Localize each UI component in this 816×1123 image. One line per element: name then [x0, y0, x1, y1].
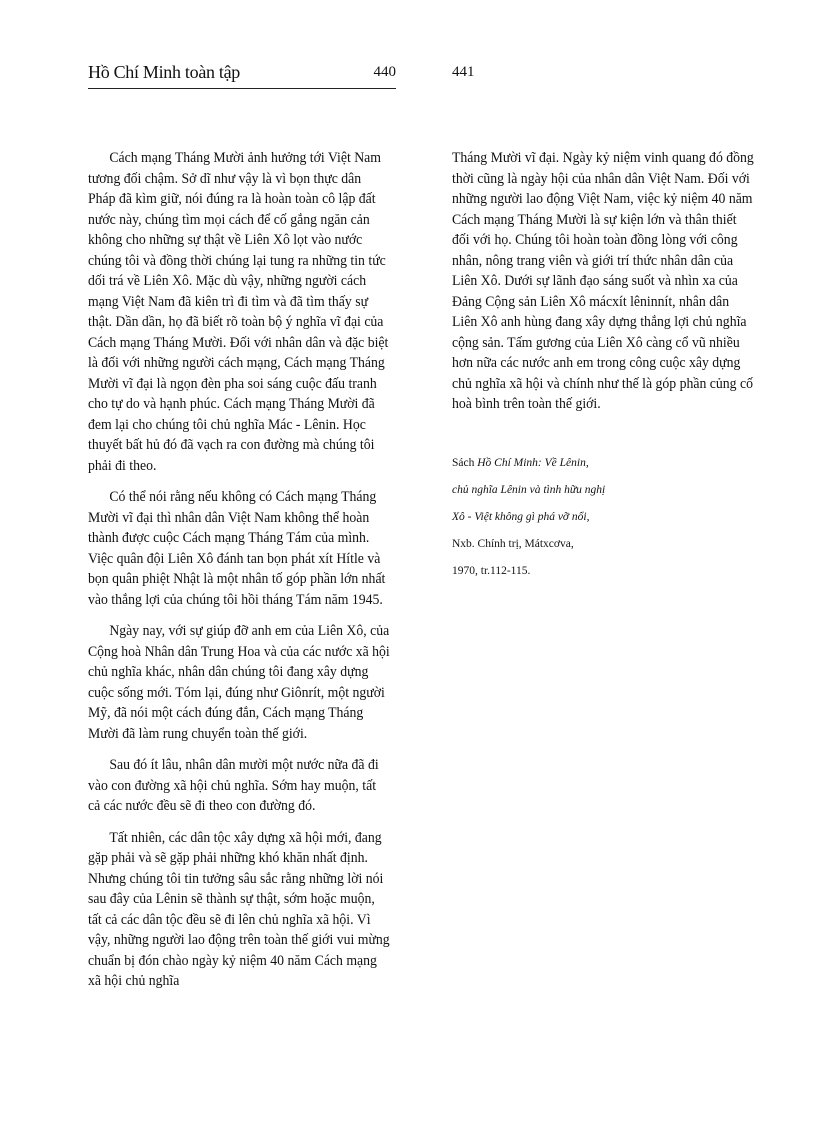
citation-prefix: Sách — [452, 457, 478, 469]
paragraph: Tháng Mười vĩ đại. Ngày kỷ niệm vinh quang đó đồng thời cũng là ngày hội của nhân dân Việt Nam. Đối với những người lao động Việt Nam, việc kỷ niệm 40 năm Cách mạng Tháng Mười là sự kiện lớn và thân thiết đối với họ. Chúng tôi hoàn toàn đồng lòng với công nhân, nông trang viên và giới trí thức nhân dân của Liên Xô. Dưới sự lãnh đạo sáng suốt và nhìn xa của Đảng Cộng sản Liên Xô mácxít lêninnít, nhân dân Liên Xô anh hùng đang xây dựng thắng lợi chủ nghĩa cộng sản. Tấm gương của Liên Xô càng cổ vũ nhiều hơn nữa các nước anh em trong công cuộc xây dựng chủ nghĩa xã hội và chính như thế là góp phần củng cố hoà bình trên toàn thế giới. — [452, 150, 754, 412]
paragraph: Ngày nay, với sự giúp đỡ anh em của Liên Xô, của Cộng hoà Nhân dân Trung Hoa và của các nước xã hội chủ nghĩa khác, nhân dân chúng tôi đang xây dựng cuộc sống mới. Tóm lại, đúng như Giônrít, một người Mỹ, đã nói một cách đúng đắn, Cách mạng Tháng Mười đã làm rung chuyển toàn thế giới. — [88, 623, 390, 742]
citation-pages: 1970, tr.112-115. — [452, 565, 531, 577]
paragraph: Sau đó ít lâu, nhân dân mười một nước nữa đã đi vào con đường xã hội chủ nghĩa. Sớm hay muộn, tất cả các nước đều sẽ đi theo con đường đó. — [88, 757, 379, 814]
citation-publisher: Nxb. Chính trị, Mátxcơva, — [452, 538, 574, 550]
source-citation — [452, 450, 752, 585]
paragraph: Có thể nói rằng nếu không có Cách mạng Tháng Mười vĩ đại thì nhân dân Việt Nam không thể hoàn thành được cuộc Cách mạng Tháng Tám của mình. Việc quân đội Liên Xô đánh tan bọn phát xít Hítle và bọn quân phiệt Nhật là một nhân tố góp phần lớn nhất vào thắng lợi của chúng tôi hồi tháng Tám năm 1945. — [88, 489, 386, 608]
right-page-number: 441 — [452, 64, 475, 80]
left-column — [88, 148, 391, 1003]
book-title: Hồ Chí Minh toàn tập — [88, 62, 240, 82]
running-header — [88, 60, 396, 89]
right-column — [452, 148, 755, 426]
citation-title: Hồ Chí Minh: Về Lênin, — [477, 457, 589, 469]
paragraph: Cách mạng Tháng Mười ảnh hưởng tới Việt Nam tương đối chậm. Sở dĩ như vậy là vì bọn thực dân Pháp đã kìm giữ, nói đúng ra là hoàn toàn cô lập đất nước này, chúng tìm mọi cách để cố gắng ngăn cản không cho những sự thật về Liên Xô lọt vào nước chúng tôi và đồng thời chúng lại tung ra những tin tức dối trá về Liên Xô. Mặc dù vậy, những người cách mạng Việt Nam đã kiên trì đi tìm và đã tìm thấy sự thật. Dần dần, họ đã biết rõ toàn bộ ý nghĩa vĩ đại của Cách mạng Tháng Mười. Đối với nhân dân và đặc biệt là đối với những người cách mạng, Cách mạng Tháng Mười vĩ đại là ngọn đèn pha soi sáng cuộc đấu tranh cho tự do và hạnh phúc. Cách mạng Tháng Mười đã đem lại cho chúng tôi chủ nghĩa Mác - Lênin. Học thuyết bất hủ đó đã vạch ra con đường mà chúng tôi phải đi theo. — [88, 150, 389, 474]
citation-title-cont: chủ nghĩa Lênin và tình hữu nghị — [452, 484, 606, 496]
paragraph: Tất nhiên, các dân tộc xây dựng xã hội mới, đang gặp phải và sẽ gặp phải những khó khăn nhất định. Nhưng chúng tôi tin tưởng sâu sắc rằng những lời nói sau đây của Lênin sẽ thành sự thật, sớm hoặc muộn, tất cả các dân tộc đều sẽ đi lên chủ nghĩa xã hội. Vì vậy, những người lao động trên toàn thế giới vui mừng chuẩn bị đón chào ngày kỷ niệm 40 năm Cách mạng xã hội chủ nghĩa — [88, 829, 390, 989]
left-page-number: 440 — [373, 64, 396, 80]
citation-title-cont: Xô - Việt không gì phá vỡ nổi, — [452, 511, 590, 523]
